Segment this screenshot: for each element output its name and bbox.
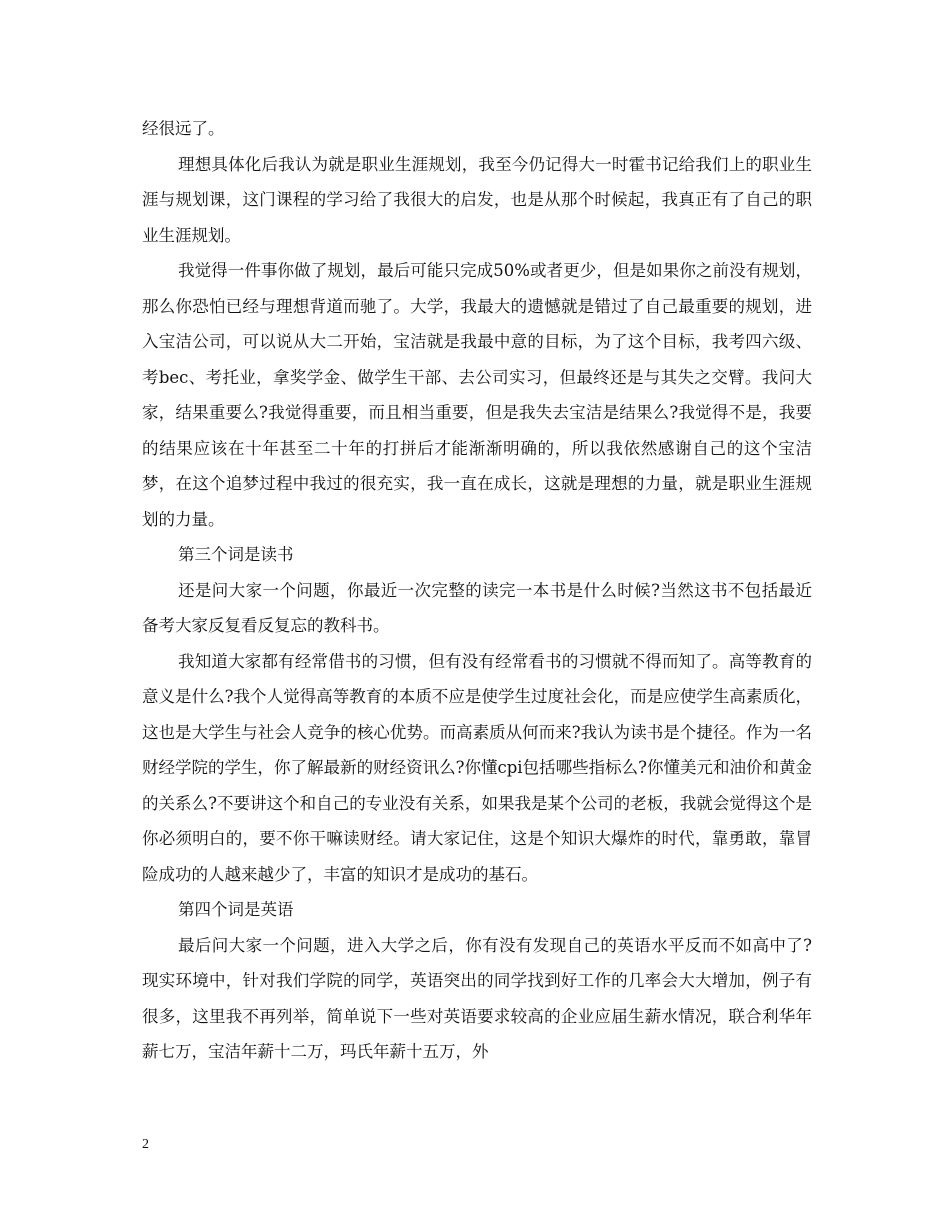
paragraph: 理想具体化后我认为就是职业生涯规划，我至今仍记得大一时霍书记给我们上的职业生涯与规划课，这门课程的学习给了我很大的启发，也是从那个时候起，我真正有了自己的职业生涯规划。	[142, 154, 812, 245]
document-body	[142, 111, 812, 1070]
section-heading: 第三个词是读书	[178, 545, 294, 564]
section-heading: 第四个词是英语	[178, 900, 294, 919]
paragraph: 经很远了。	[142, 119, 225, 138]
page-number: 2	[142, 1137, 149, 1152]
paragraph: 最后问大家一个问题，进入大学之后，你有没有发现自己的英语水平反而不如高中了?现实环境中，针对我们学院的同学，英语突出的同学找到好工作的几率会大大增加，例子有很多，这里我不再列举，简单说下一些对英语要求较高的企业应届生薪水情况，联合利华年薪七万，宝洁年薪十二万，玛氏年薪十五万，外	[142, 935, 812, 1061]
paragraph: 我知道大家都有经常借书的习惯，但有没有经常看书的习惯就不得而知了。高等教育的意义是什么?我个人觉得高等教育的本质不应是使学生过度社会化，而是应使学生高素质化，这也是大学生与社会人竞争的核心优势。而高素质从何而来?我认为读书是个捷径。作为一名财经学院的学生，你了解最新的财经资讯么?你懂cpi包括哪些指标么?你懂美元和油价和黄金的关系么?不要讲这个和自己的专业没有关系，如果我是某个公司的老板，我就会觉得这个是你必须明白的，要不你干嘛读财经。请大家记住，这是个知识大爆炸的时代，靠勇敢，靠冒险成功的人越来越少了，丰富的知识才是成功的基石。	[142, 651, 812, 884]
paragraph: 还是问大家一个问题，你最近一次完整的读完一本书是什么时候?当然这书不包括最近备考大家反复看反复忘的教科书。	[142, 580, 812, 635]
paragraph: 我觉得一件事你做了规划，最后可能只完成50%或者更少，但是如果你之前没有规划，那么你恐怕已经与理想背道而驰了。大学，我最大的遗憾就是错过了自己最重要的规划，进入宝洁公司，可以说从大二开始，宝洁就是我最中意的目标，为了这个目标，我考四六级、考bec、考托业，拿奖学金、做学生干部、去公司实习，但最终还是与其失之交臂。我问大家，结果重要么?我觉得重要，而且相当重要，但是我失去宝洁是结果么?我觉得不是，我要的结果应该在十年甚至二十年的打拼后才能渐渐明确的，所以我依然感谢自己的这个宝洁梦，在这个追梦过程中我过的很充实，我一直在成长，这就是理想的力量，就是职业生涯规划的力量。	[142, 261, 812, 529]
